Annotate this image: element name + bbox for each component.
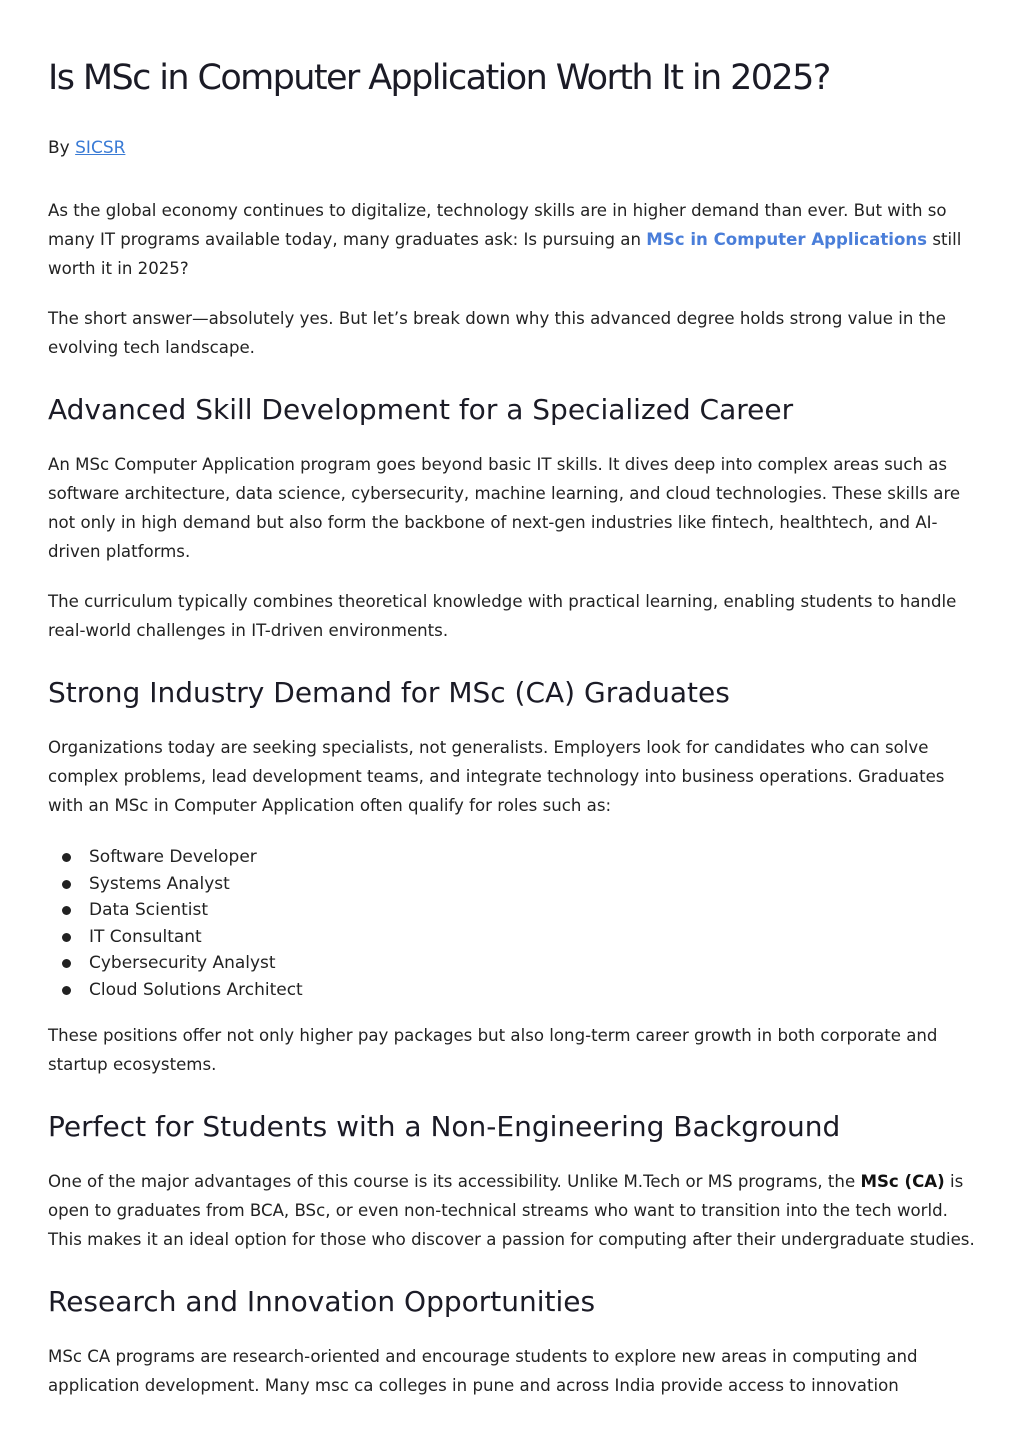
intro-text-after: still worth it in 2025? [48,230,962,278]
section-heading-non-engineering: Perfect for Students with a Non-Engineering Background [48,1110,841,1143]
list-item [62,897,976,924]
role-label: Systems Analyst [89,873,230,894]
demand-paragraph-2: These positions offer not only higher pay packages but also long-term career growth in both corporate and startup ecosystems. [48,1026,938,1074]
non-engineering-text-before: One of the major advantages of this course is its accessibility. Unlike M.Tech or MS programs, the [48,1172,861,1191]
skills-paragraph-2: The curriculum typically combines theoretical knowledge with practical learning, enabling students to handle real-world challenges in IT-driven environments. [48,592,957,640]
non-engineering-paragraph [48,1167,976,1254]
bullet-icon [62,959,71,968]
list-item [62,977,976,1004]
msc-computer-applications-link[interactable]: MSc in Computer Applications [646,230,928,249]
author-link[interactable]: SICSR [75,138,126,158]
role-label: Software Developer [89,847,257,867]
research-paragraph: MSc CA programs are research-oriented and encourage students to explore new areas in computing and application development. Many msc ca colleges in pune and across India provide access to innovation [48,1347,918,1395]
list-item [62,844,976,871]
role-label: Cloud Solutions Architect [89,979,303,1000]
list-item [62,871,976,898]
role-label: Data Scientist [89,900,208,920]
byline [48,136,976,160]
byline-prefix: By [48,138,76,158]
intro-text-before: As the global economy continues to digitalize, technology skills are in higher demand than ever. But with so many IT programs available today, many graduates ask: Is pursuing an [48,201,947,249]
non-engineering-text-after: is open to graduates from BCA, BSc, or even non-technical streams who want to transition into the tech world. This makes it an ideal option for those who discover a passion for computing after their undergraduate studies. [48,1172,975,1249]
msc-ca-bold: MSc (CA) [860,1172,945,1191]
bullet-icon [62,853,71,862]
page-title: Is MSc in Computer Application Worth It in 2025? [48,58,830,98]
list-item [62,924,976,951]
intro-paragraph-2: The short answer—absolutely yes. But let’s break down why this advanced degree holds strong value in the evolving tech landscape. [48,309,946,357]
section-heading-skills: Advanced Skill Development for a Specialized Career [48,393,794,426]
intro-paragraph-1 [48,196,976,283]
role-label: IT Consultant [89,926,202,947]
demand-paragraph-1: Organizations today are seeking specialists, not generalists. Employers look for candidates who can solve complex problems, lead development teams, and integrate technology into business operations. Graduates with an MSc in Computer Application often qualify for roles such as: [48,738,945,815]
list-item [62,950,976,977]
section-heading-demand: Strong Industry Demand for MSc (CA) Graduates [48,676,730,709]
role-label: Cybersecurity Analyst [89,953,276,973]
bullet-icon [62,933,71,942]
bullet-icon [62,986,71,995]
section-heading-research: Research and Innovation Opportunities [48,1285,596,1318]
bullet-icon [62,880,71,889]
skills-paragraph-1: An MSc Computer Application program goes beyond basic IT skills. It dives deep into complex areas such as software architecture, data science, cybersecurity, machine learning, and cloud technologies. These skills are not only in high demand but also form the backbone of next-gen industries like fintech, healthtech, and AI-driven platforms. [48,455,961,561]
bullet-icon [62,906,71,915]
roles-list [48,844,976,1003]
